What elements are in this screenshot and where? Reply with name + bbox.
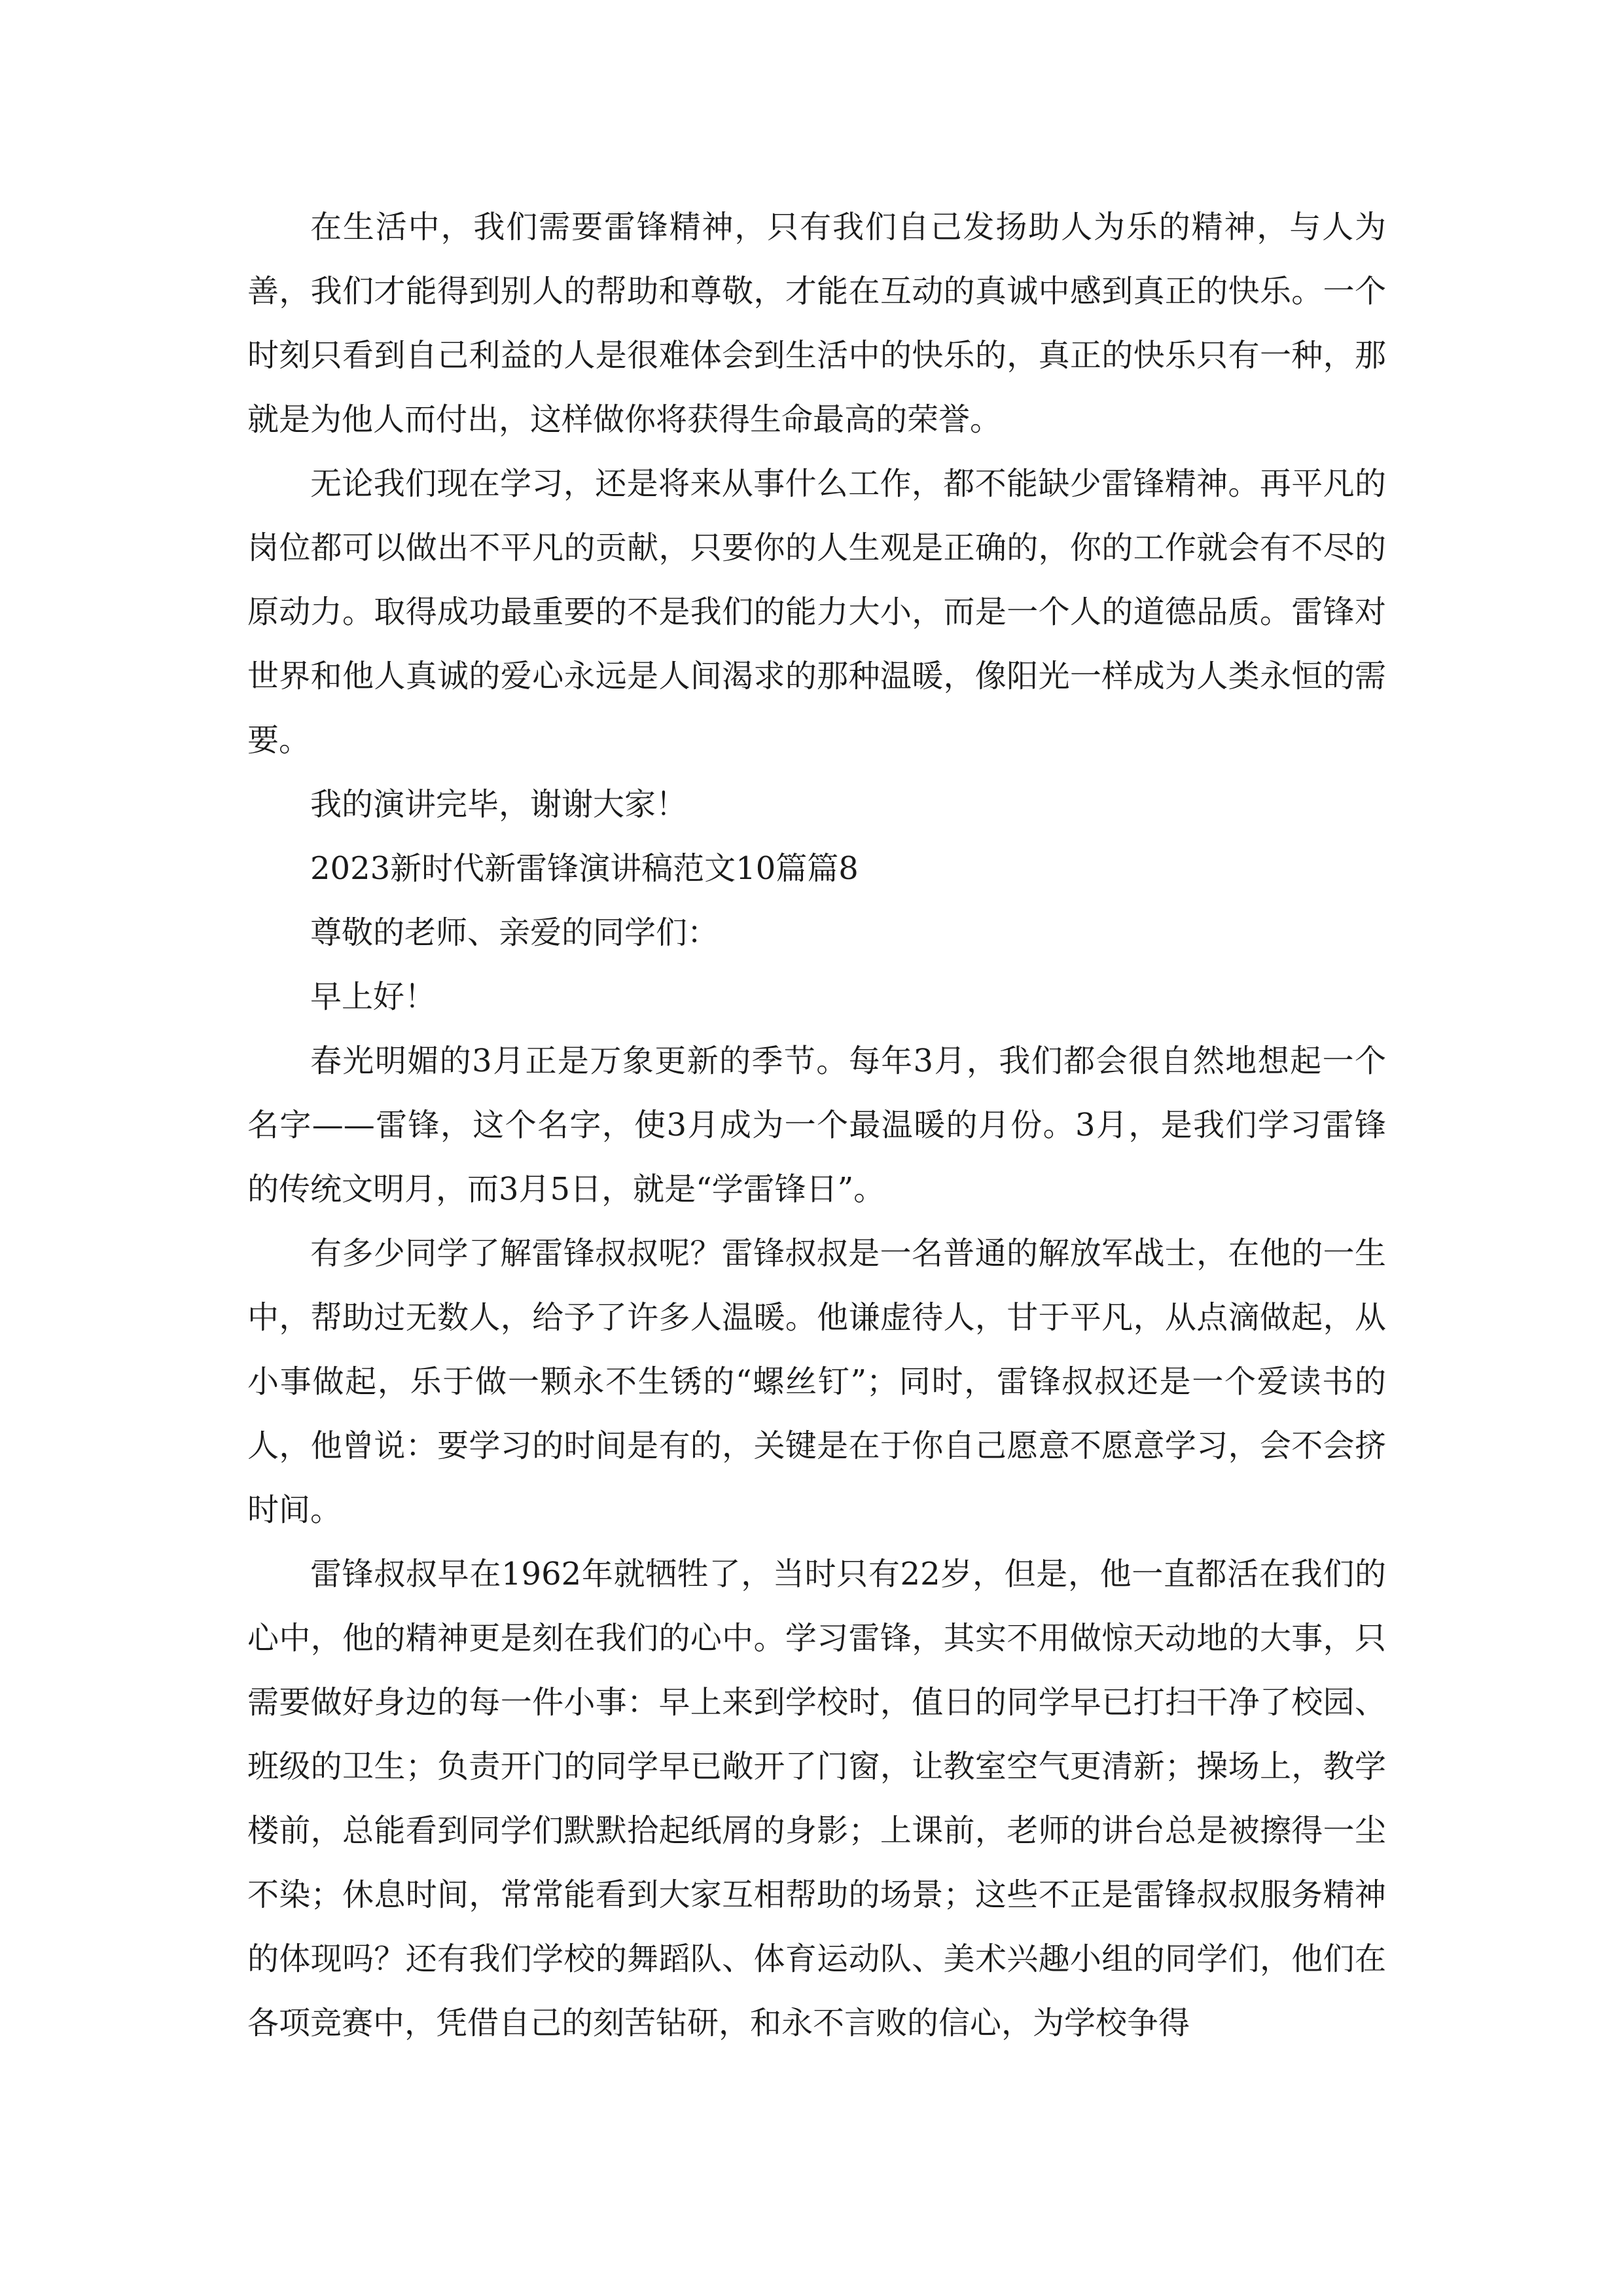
salutation: 尊敬的老师、亲爱的同学们：	[310, 914, 719, 951]
paragraph-3: 春光明媚的3月正是万象更新的季节。每年3月，我们都会很自然地想起一个名字——雷锋，这个名字，使3月成为一个最温暖的月份。3月，是我们学习雷锋的传统文明月，而3月5日，就是“学雷锋日”。	[247, 1043, 1386, 1208]
section-title: 2023新时代新雷锋演讲稿范文10篇篇8	[310, 850, 859, 887]
paragraph-2: 无论我们现在学习，还是将来从事什么工作，都不能缺少雷锋精神。再平凡的岗位都可以做出不平凡的贡献，只要你的人生观是正确的，你的工作就会有不尽的原动力。取得成功最重要的不是我们的能力大小，而是一个人的道德品质。雷锋对世界和他人真诚的爱心永远是人间渴求的那种温暖，像阳光一样成为人类永恒的需要。	[247, 465, 1386, 759]
paragraph-4: 有多少同学了解雷锋叔叔呢？雷锋叔叔是一名普通的解放军战士，在他的一生中，帮助过无数人，给予了许多人温暖。他谦虚待人，甘于平凡，从点滴做起，从小事做起，乐于做一颗永不生锈的“螺丝钉”；同时，雷锋叔叔还是一个爱读书的人，他曾说：要学习的时间是有的，关键是在于你自己愿意不愿意学习，会不会挤时间。	[247, 1235, 1386, 1528]
document-body	[247, 195, 1386, 2055]
greeting: 早上好！	[310, 978, 437, 1015]
paragraph-5: 雷锋叔叔早在1962年就牺牲了，当时只有22岁，但是，他一直都活在我们的心中，他的精神更是刻在我们的心中。学习雷锋，其实不用做惊天动地的大事，只需要做好身边的每一件小事：早上来到学校时，值日的同学早已打扫干净了校园、班级的卫生；负责开门的同学早已敞开了门窗，让教室空气更清新；操场上，教学楼前，总能看到同学们默默拾起纸屑的身影；上课前，老师的讲台总是被擦得一尘不染；休息时间，常常能看到大家互相帮助的场景；这些不正是雷锋叔叔服务精神的体现吗？还有我们学校的舞蹈队、体育运动队、美术兴趣小组的同学们，他们在各项竞赛中，凭借自己的刻苦钻研，和永不言败的信心，为学校争得	[247, 1556, 1386, 2041]
paragraph-closing: 我的演讲完毕，谢谢大家！	[310, 786, 688, 823]
paragraph-1: 在生活中，我们需要雷锋精神，只有我们自己发扬助人为乐的精神，与人为善，我们才能得到别人的帮助和尊敬，才能在互动的真诚中感到真正的快乐。一个时刻只看到自己利益的人是很难体会到生活中的快乐的，真正的快乐只有一种，那就是为他人而付出，这样做你将获得生命最高的荣誉。	[247, 209, 1386, 438]
